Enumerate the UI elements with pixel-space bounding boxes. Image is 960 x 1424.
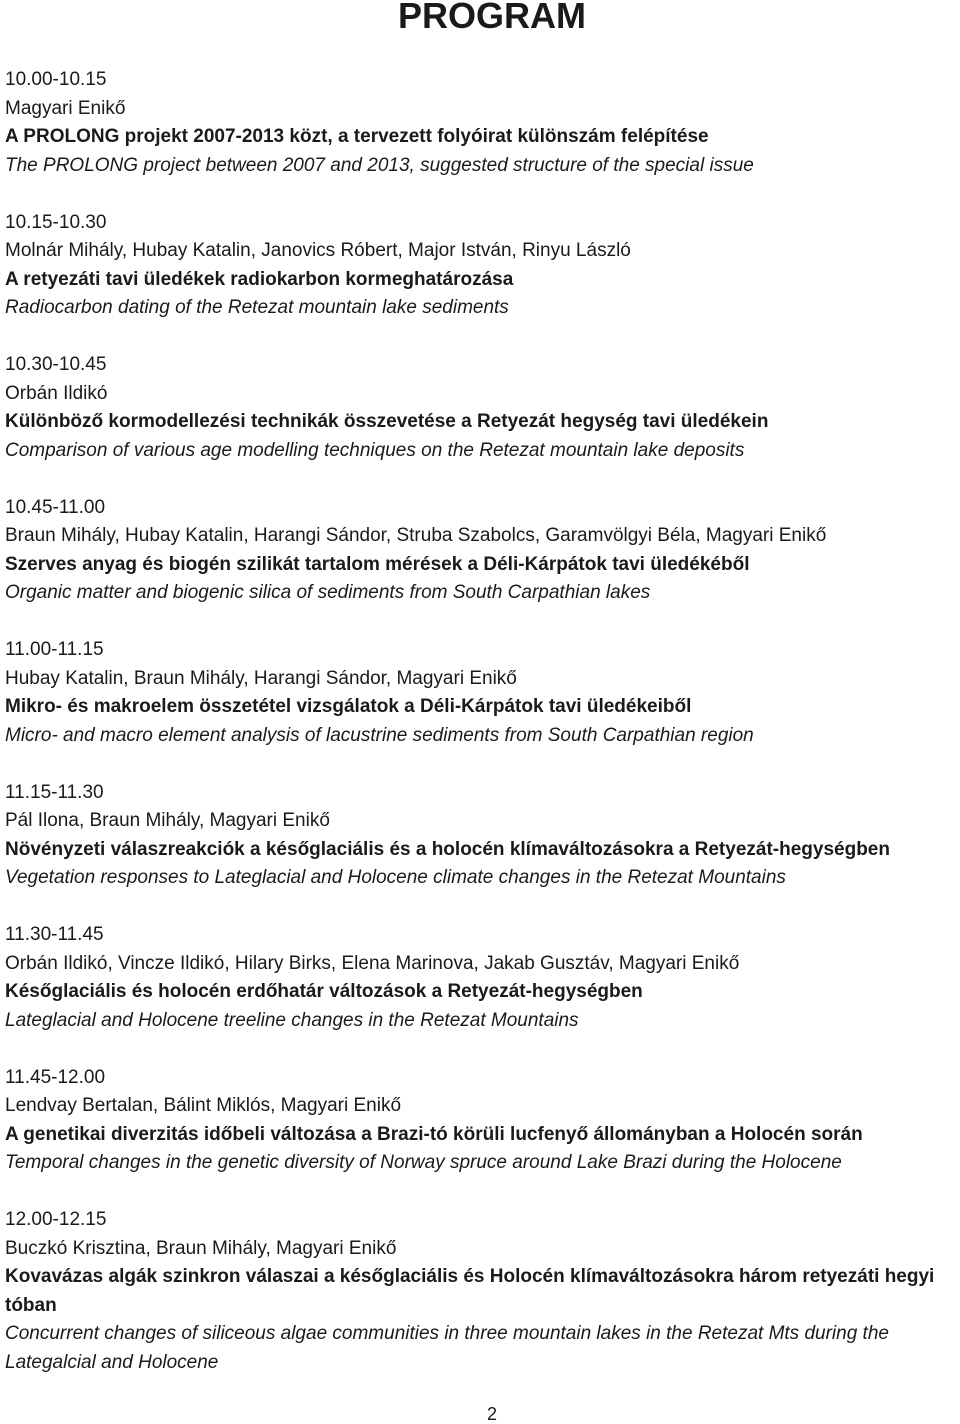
session-english-title: Micro- and macro element analysis of lacustrine sediments from South Carpathian region [5, 724, 754, 746]
session-hungarian-title: A PROLONG projekt 2007-2013 közt, a tervezett folyóirat különszám felépítése [5, 126, 709, 147]
program-session [5, 779, 957, 893]
program-session [5, 636, 957, 750]
session-english-title: Concurrent changes of siliceous algae communities in three mountain lakes in the Retezat Mts during the Lategalcial and Holocene [5, 1323, 889, 1373]
session-time: 11.15-11.30 [5, 781, 104, 803]
session-hungarian-title: A retyezáti tavi üledékek radiokarbon kormeghatározása [5, 268, 514, 290]
session-hungarian-title: Kovavázas algák szinkron válaszai a későglaciális és Holocén klímaváltozásokra három retyezáti hegyi tóban [5, 1266, 935, 1316]
session-hungarian-title: Későglaciális és holocén erdőhatár változások a Retyezát-hegységben [5, 981, 643, 1002]
session-authors: Hubay Katalin, Braun Mihály, Harangi Sándor, Magyari Enikő [5, 667, 517, 689]
program-session [5, 66, 957, 180]
session-time: 12.00-12.15 [5, 1209, 107, 1230]
session-hungarian-title: Mikro- és makroelem összetétel vizsgálatok a Déli-Kárpátok tavi üledékeiből [5, 696, 692, 717]
session-authors: Braun Mihály, Hubay Katalin, Harangi Sándor, Struba Szabolcs, Garamvölgyi Béla, Magyari Enikő [5, 525, 827, 546]
session-english-title: Temporal changes in the genetic diversity of Norway spruce around Lake Brazi during the Holocene [5, 1152, 842, 1173]
session-hungarian-title: Növényzeti válaszreakciók a későglaciális és a holocén klímaváltozásokra a Retyezát-hegységben [5, 838, 890, 860]
program-session [5, 209, 957, 323]
session-english-title: Vegetation responses to Lateglacial and Holocene climate changes in the Retezat Mountains [5, 867, 786, 888]
session-authors: Orbán Ildikó [5, 382, 108, 404]
session-english-title: Lateglacial and Holocene treeline changes in the Retezat Mountains [5, 1009, 579, 1031]
session-time: 11.30-11.45 [5, 924, 104, 945]
session-authors: Magyari Enikő [5, 97, 126, 119]
session-time: 10.00-10.15 [5, 69, 107, 90]
page-number: 2 [486, 1404, 497, 1424]
session-authors: Orbán Ildikó, Vincze Ildikó, Hilary Birks, Elena Marinova, Jakab Gusztáv, Magyari Enikő [5, 952, 740, 974]
session-hungarian-title: Különböző kormodellezési technikák összevetése a Retyezát hegység tavi üledékein [5, 411, 769, 432]
session-hungarian-title: A genetikai diverzitás időbeli változása a Brazi-tó körüli lucfenyő állományban a Holocén során [5, 1123, 863, 1145]
page-title: PROGRAM [398, 0, 586, 36]
session-authors: Lendvay Bertalan, Bálint Miklós, Magyari Enikő [5, 1095, 402, 1116]
session-time: 10.15-10.30 [5, 211, 107, 233]
session-authors: Pál Ilona, Braun Mihály, Magyari Enikő [5, 810, 330, 831]
program-session [5, 494, 957, 608]
program-session [5, 351, 957, 465]
program-session [5, 1206, 957, 1377]
program-list [5, 66, 957, 1406]
program-session [5, 1064, 957, 1178]
session-english-title: Radiocarbon dating of the Retezat mountain lake sediments [5, 297, 509, 318]
session-hungarian-title: Szerves anyag és biogén szilikát tartalom mérések a Déli-Kárpátok tavi üledékéből [5, 553, 750, 575]
session-english-title: Organic matter and biogenic silica of sediments from South Carpathian lakes [5, 582, 651, 603]
session-english-title: Comparison of various age modelling techniques on the Retezat mountain lake deposits [5, 439, 745, 461]
session-english-title: The PROLONG project between 2007 and 2013, suggested structure of the special issue [5, 154, 754, 176]
session-authors: Molnár Mihály, Hubay Katalin, Janovics Róbert, Major István, Rinyu László [5, 240, 631, 261]
session-time: 10.30-10.45 [5, 354, 107, 375]
session-time: 11.00-11.15 [5, 639, 104, 660]
session-time: 11.45-12.00 [5, 1066, 106, 1088]
program-session [5, 921, 957, 1035]
session-time: 10.45-11.00 [5, 496, 106, 518]
session-authors: Buczkó Krisztina, Braun Mihály, Magyari Enikő [5, 1237, 397, 1259]
